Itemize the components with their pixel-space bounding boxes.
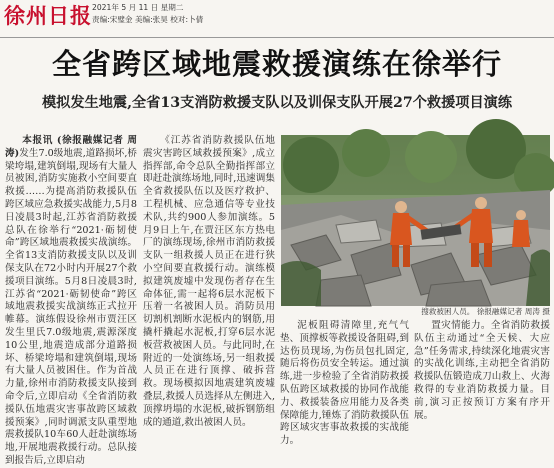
issue-date: 2021年 5 月 11 日 星期二	[92, 3, 184, 12]
column-2-text: 《江苏省消防救援队伍地震灾害跨区域救援预案》,成立指挥部,命令总队全勤指挥部立即赶赴演练场地,同时,迅速调集全省救援队伍以及医疗救护、工程机械、应急通信等专业技术队,共约900人参加演练。5月9日上午,在贾汪区东方热电厂的演练现场,徐州市消防救援支队一组救援人员正在进行狭小空间要直救援行动。演练模拟建筑废墟中发现伤者存在生命体征,需一起将6层水泥板下压着一名被困人员。消防员用切割机割断水泥板内的钢筋,用撬杆撬起水泥板,打穿6层水泥板营救被困人员。与此同时,在附近的一处演练场,另一组救援人员正在进行顶撑、破拆营救。现场模拟因地震建筑废墟叠层,救援人员选择从左侧进入,顶撑坍塌的水泥板,破拆钢筋组成的通道,救出被困人员。	[143, 135, 275, 428]
article-column-1	[5, 135, 138, 466]
column-3-text: 泥板阻碍清障里,充气气垫、顶撑板等救援设备阻碍,到达伤员现场,为伤员包扎固定,随后将伤员安全转运。通过演练,进一步检验了全省消防救援队伍跨区域救援的协同作战能力、救援装备应用能力及各类保障能力,锤炼了消防救援队伍跨区域灾害事故救援的实战能力。	[280, 320, 409, 447]
rescue-scene-illustration	[281, 135, 550, 306]
article-column-3	[280, 320, 409, 447]
photo-caption: 搜救被困人员。 徐报融媒记者 周涛 摄	[421, 307, 550, 316]
masthead	[0, 0, 554, 38]
masthead-divider	[0, 37, 554, 38]
column-4-text: 置灾情能力。全省消防救援队伍主动通过“全天候、大应急”任务需求,持续深化地震灾害的实战化训练,主动把全省消防救援队伍锻造成刀山救上、火海救得的专业消防救援力量。目前,演习正按预订方案有序开展。	[414, 320, 550, 421]
byline: 本报讯 (徐报融媒记者 周涛)	[5, 135, 137, 159]
subheadline: 模拟发生地震,全省13支消防救援支队以及训保支队开展27个救援项目演练	[41, 95, 513, 111]
article-column-4	[414, 320, 550, 421]
column-1-text: 发生7.0级地震,道路损坏,桥梁垮塌,建筑倒塌,现场有大量人员被困,消防实施救小空间要直救援……为提高消防救援队伍跨区域应急救援实战能力,5月8日凌晨3时起,江苏省消防救援总队在徐举行“2021·砺韧使命”跨区域地震救援实战演练。全省13支消防救援支队以及训保支队在72小时内开展27个救援项目演练。5月8日凌晨3时,江苏省“2021·砺韧使命”跨区域地震救援实战演练正式拉开帷幕。演练假设徐州市贾汪区发生里氏7.0级地震,震源深度10公里,地震造成部分道路损坏、桥梁垮塌和建筑倒塌,现场有大量人员被困住。作为首战力量,徐州市消防救援支队接到命令后,立即启动《全省消防救援队伍地震灾害事故跨区域救援预案》,同时调派支队重型地震救援队10车60人赶赴演练场地,开展地震救援行动。总队接到报告后,立即启动	[5, 147, 138, 466]
article-column-2	[143, 135, 275, 428]
rescue-photo	[281, 135, 550, 306]
headline: 全省跨区域地震救援演练在徐举行	[51, 47, 502, 81]
newspaper-logo: 徐州日报	[4, 3, 92, 28]
editors-line: 责编:宋璧金 美编:张昊 校对:卜倩	[92, 15, 204, 24]
issue-info	[92, 2, 203, 26]
